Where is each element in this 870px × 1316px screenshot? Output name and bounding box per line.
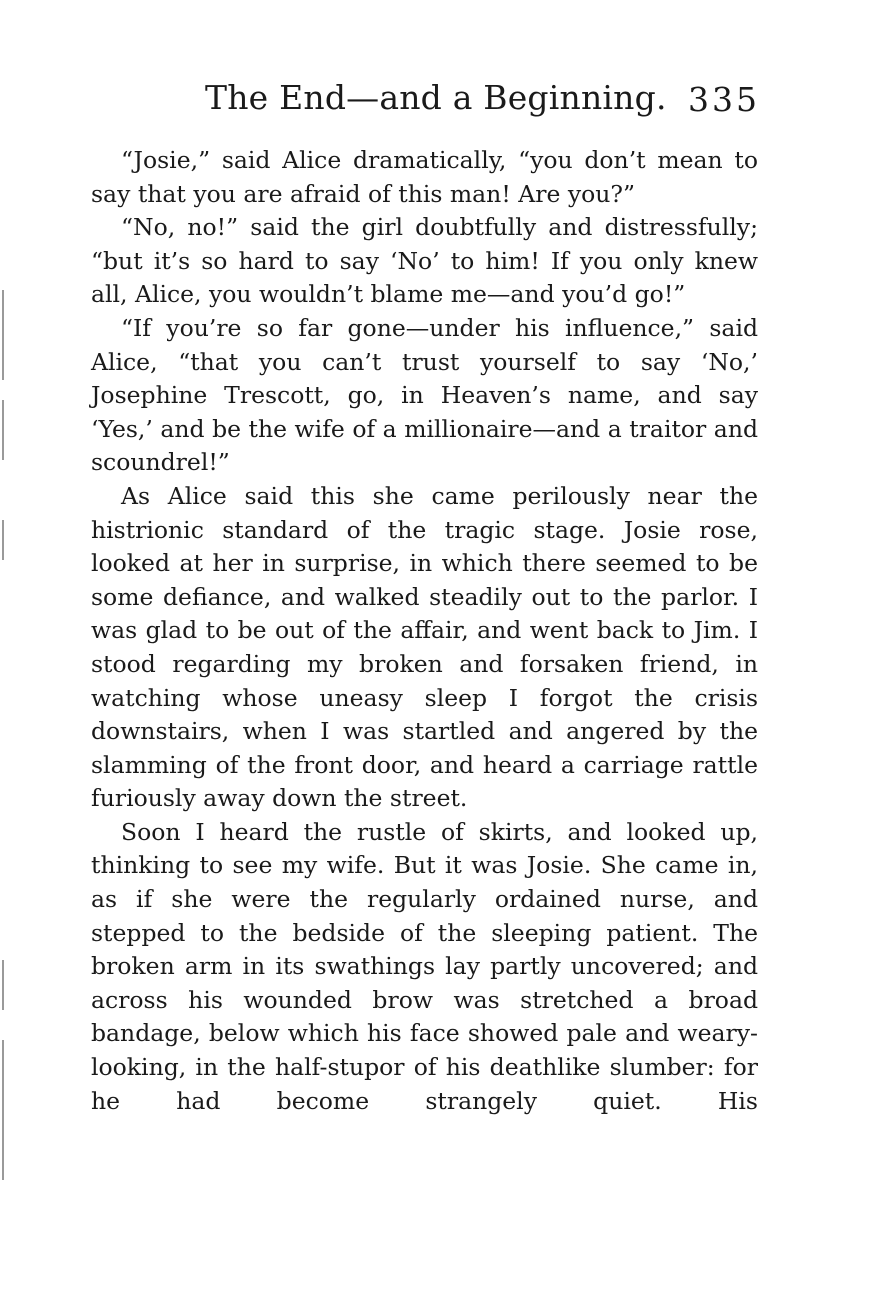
page-number: 335	[688, 80, 760, 119]
paragraph: “If you’re so far gone—under his influence,” said Alice, “that you can’t trust yourself to say ‘No,’ Josephine Trescott, go, in Heaven’s name, and say ‘Yes,’ and be the wife of a millionaire—and a traitor and scoundrel!”	[91, 313, 758, 477]
paragraph: “Josie,” said Alice dramatically, “you don’t mean to say that you are afraid of this man! Are you?”	[91, 146, 758, 208]
paragraph: Soon I heard the rustle of skirts, and looked up, thinking to see my wife. But it was Josie. She came in, as if she were the regularly ordained nurse, and stepped to the bedside of the sleeping patient. The broken arm in its swathings lay partly uncovered; and across his wounded brow was stretched a broad bandage, below which his face showed pale and weary-looking, in the half-stupor of his deathlike slumber: for he had become strangely quiet. His	[91, 817, 758, 1115]
running-head: The End—and a Beginning.	[205, 78, 667, 117]
body-text	[91, 144, 758, 1118]
paragraph: “No, no!” said the girl doubtfully and distressfully; “but it’s so hard to say ‘No’ to him! If you only knew all, Alice, you wouldn’t blame me—and you’d go!”	[91, 213, 758, 309]
paragraph: As Alice said this she came perilously near the histrionic standard of the tragic stage. Josie rose, looked at her in surprise, in which there seemed to be some defiance, and walked steadily out to the parlor. I was glad to be out of the affair, and went back to Jim. I stood regarding my broken and forsaken friend, in watching whose uneasy sleep I forgot the crisis downstairs, when I was startled and angered by the slamming of the front door, and heard a carriage rattle furiously away down the street.	[91, 481, 758, 813]
page-header	[205, 78, 760, 128]
binding-gutter	[0, 0, 14, 1316]
